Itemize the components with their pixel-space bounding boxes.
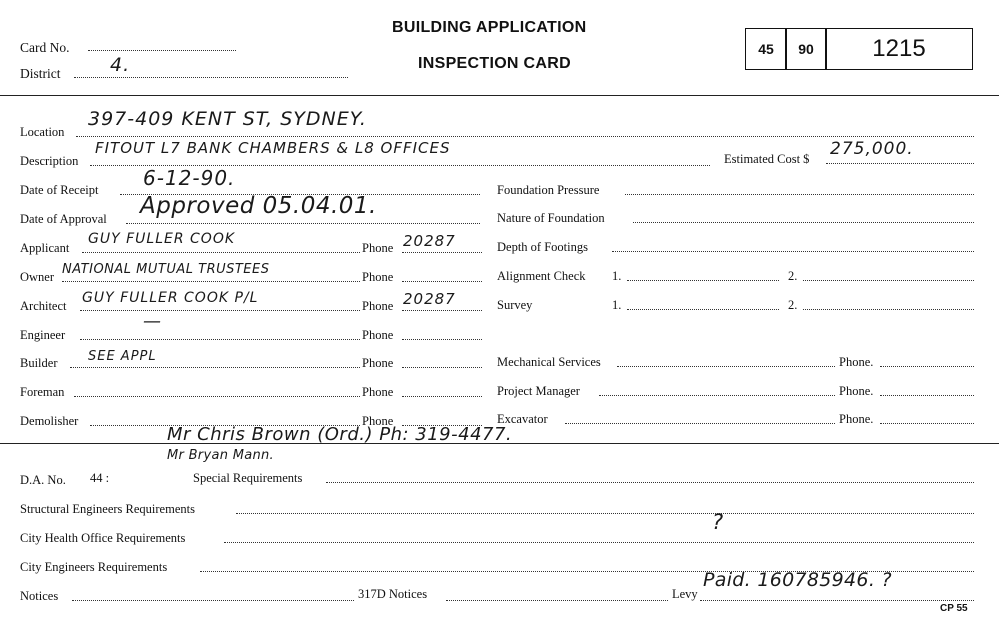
- date-receipt-label: Date of Receipt: [20, 183, 99, 197]
- owner-phone-field[interactable]: [402, 281, 482, 282]
- alignment-field-1[interactable]: [627, 280, 779, 281]
- health-field[interactable]: [224, 542, 974, 543]
- architect-label: Architect: [20, 299, 67, 313]
- district-value: 4.: [110, 54, 131, 76]
- survey-label: Survey: [497, 298, 533, 312]
- builder-label: Builder: [20, 356, 58, 370]
- excavator-field[interactable]: [565, 423, 835, 424]
- applicant-label: Applicant: [20, 241, 70, 255]
- description-value: FITOUT L7 BANK CHAMBERS & L8 OFFICES: [95, 139, 451, 157]
- applicant-phone-label: Phone: [362, 241, 394, 255]
- architect-phone-field[interactable]: [402, 310, 482, 311]
- architect-phone-value: 20287: [403, 290, 456, 308]
- date-approval-label: Date of Approval: [20, 212, 107, 226]
- nature-foundation-field[interactable]: [633, 222, 974, 223]
- engineer-value: —: [143, 311, 162, 332]
- owner-field[interactable]: [62, 281, 360, 282]
- survey-num-1: 1.: [612, 298, 622, 312]
- card-no-label: Card No.: [20, 40, 70, 55]
- survey-field-1[interactable]: [627, 309, 779, 310]
- engineer-field[interactable]: [80, 339, 360, 340]
- city-engineers-label: City Engineers Requirements: [20, 560, 168, 574]
- applicant-phone-value: 20287: [403, 232, 456, 250]
- foundation-pressure-field[interactable]: [625, 194, 974, 195]
- architect-value: GUY FULLER COOK P/L: [82, 290, 259, 306]
- nature-foundation-label: Nature of Foundation: [497, 211, 605, 225]
- builder-phone-field[interactable]: [402, 367, 482, 368]
- builder-value: SEE APPL: [88, 349, 157, 364]
- applicant-phone-field[interactable]: [402, 252, 482, 253]
- contact-line-1: Mr Chris Brown (Ord.) Ph: 319-4477.: [167, 424, 513, 445]
- survey-num-2: 2.: [788, 298, 798, 312]
- structural-field[interactable]: [236, 513, 974, 514]
- applicant-field[interactable]: [82, 252, 360, 253]
- title-building-application: BUILDING APPLICATION: [392, 19, 587, 36]
- levy-value: Paid. 160785946. ?: [703, 569, 892, 591]
- owner-phone-label: Phone: [362, 270, 394, 284]
- notices-label: Notices: [20, 589, 59, 603]
- levy-field[interactable]: [700, 600, 974, 601]
- estimated-cost-label: Estimated Cost $: [724, 152, 810, 166]
- engineer-phone-label: Phone: [362, 328, 394, 342]
- estimated-cost-value: 275,000.: [830, 139, 914, 159]
- foreman-label: Foreman: [20, 385, 65, 399]
- date-approval-value: Approved 05.04.01.: [140, 193, 377, 219]
- builder-field[interactable]: [70, 367, 360, 368]
- alignment-field-2[interactable]: [803, 280, 974, 281]
- estimated-cost-field[interactable]: [826, 163, 974, 164]
- excavator-phone-label: Phone.: [839, 412, 874, 426]
- mechanical-phone-label: Phone.: [839, 355, 874, 369]
- code-box-year: 90: [785, 28, 827, 70]
- foreman-phone-label: Phone: [362, 385, 394, 399]
- contact-line-2: Mr Bryan Mann.: [167, 448, 274, 463]
- form-code: CP 55: [940, 603, 968, 614]
- code-box-district: 45: [745, 28, 787, 70]
- builder-phone-label: Phone: [362, 356, 394, 370]
- project-manager-label: Project Manager: [497, 384, 580, 398]
- depth-footings-field[interactable]: [612, 251, 974, 252]
- mechanical-field[interactable]: [617, 366, 835, 367]
- architect-phone-label: Phone: [362, 299, 394, 313]
- district-label: District: [20, 66, 61, 81]
- project-manager-phone-field[interactable]: [880, 395, 974, 396]
- mechanical-phone-field[interactable]: [880, 366, 974, 367]
- notices-field[interactable]: [72, 600, 354, 601]
- foreman-field[interactable]: [74, 396, 360, 397]
- owner-value: NATIONAL MUTUAL TRUSTEES: [62, 262, 270, 277]
- health-note: ?: [712, 510, 725, 534]
- notices-317d-field[interactable]: [446, 600, 668, 601]
- foreman-phone-field[interactable]: [402, 396, 482, 397]
- demolisher-label: Demolisher: [20, 414, 79, 428]
- location-value: 397-409 KENT ST, SYDNEY.: [88, 108, 367, 130]
- engineer-label: Engineer: [20, 328, 66, 342]
- alignment-check-label: Alignment Check: [497, 269, 586, 283]
- da-no-value: 44 :: [90, 471, 110, 485]
- mechanical-label: Mechanical Services: [497, 355, 601, 369]
- header-divider: [0, 95, 999, 96]
- title-inspection-card: INSPECTION CARD: [418, 55, 571, 72]
- location-label: Location: [20, 125, 65, 139]
- project-manager-field[interactable]: [599, 395, 835, 396]
- card-no-field[interactable]: [88, 50, 236, 51]
- da-no-label: D.A. No.: [20, 473, 66, 487]
- depth-footings-label: Depth of Footings: [497, 240, 588, 254]
- project-manager-phone-label: Phone.: [839, 384, 874, 398]
- demolisher-phone-label: Phone: [362, 414, 394, 428]
- alignment-num-2: 2.: [788, 269, 798, 283]
- health-label: City Health Office Requirements: [20, 531, 186, 545]
- architect-field[interactable]: [80, 310, 360, 311]
- engineer-phone-field[interactable]: [402, 339, 482, 340]
- district-field[interactable]: [74, 77, 348, 78]
- description-label: Description: [20, 154, 79, 168]
- foundation-pressure-label: Foundation Pressure: [497, 183, 600, 197]
- levy-label: Levy: [672, 587, 698, 601]
- date-receipt-value: 6-12-90.: [143, 166, 236, 190]
- applicant-value: GUY FULLER COOK: [88, 231, 236, 247]
- owner-label: Owner: [20, 270, 55, 284]
- special-requirements-label: Special Requirements: [193, 471, 303, 485]
- structural-label: Structural Engineers Requirements: [20, 502, 195, 516]
- survey-field-2[interactable]: [803, 309, 974, 310]
- location-field[interactable]: [76, 136, 974, 137]
- date-approval-field[interactable]: [126, 223, 480, 224]
- notices-317d-label: 317D Notices: [358, 587, 428, 601]
- code-box-number: 1215: [825, 28, 973, 70]
- excavator-label: Excavator: [497, 412, 548, 426]
- special-requirements-field[interactable]: [326, 482, 974, 483]
- alignment-num-1: 1.: [612, 269, 622, 283]
- excavator-phone-field[interactable]: [880, 423, 974, 424]
